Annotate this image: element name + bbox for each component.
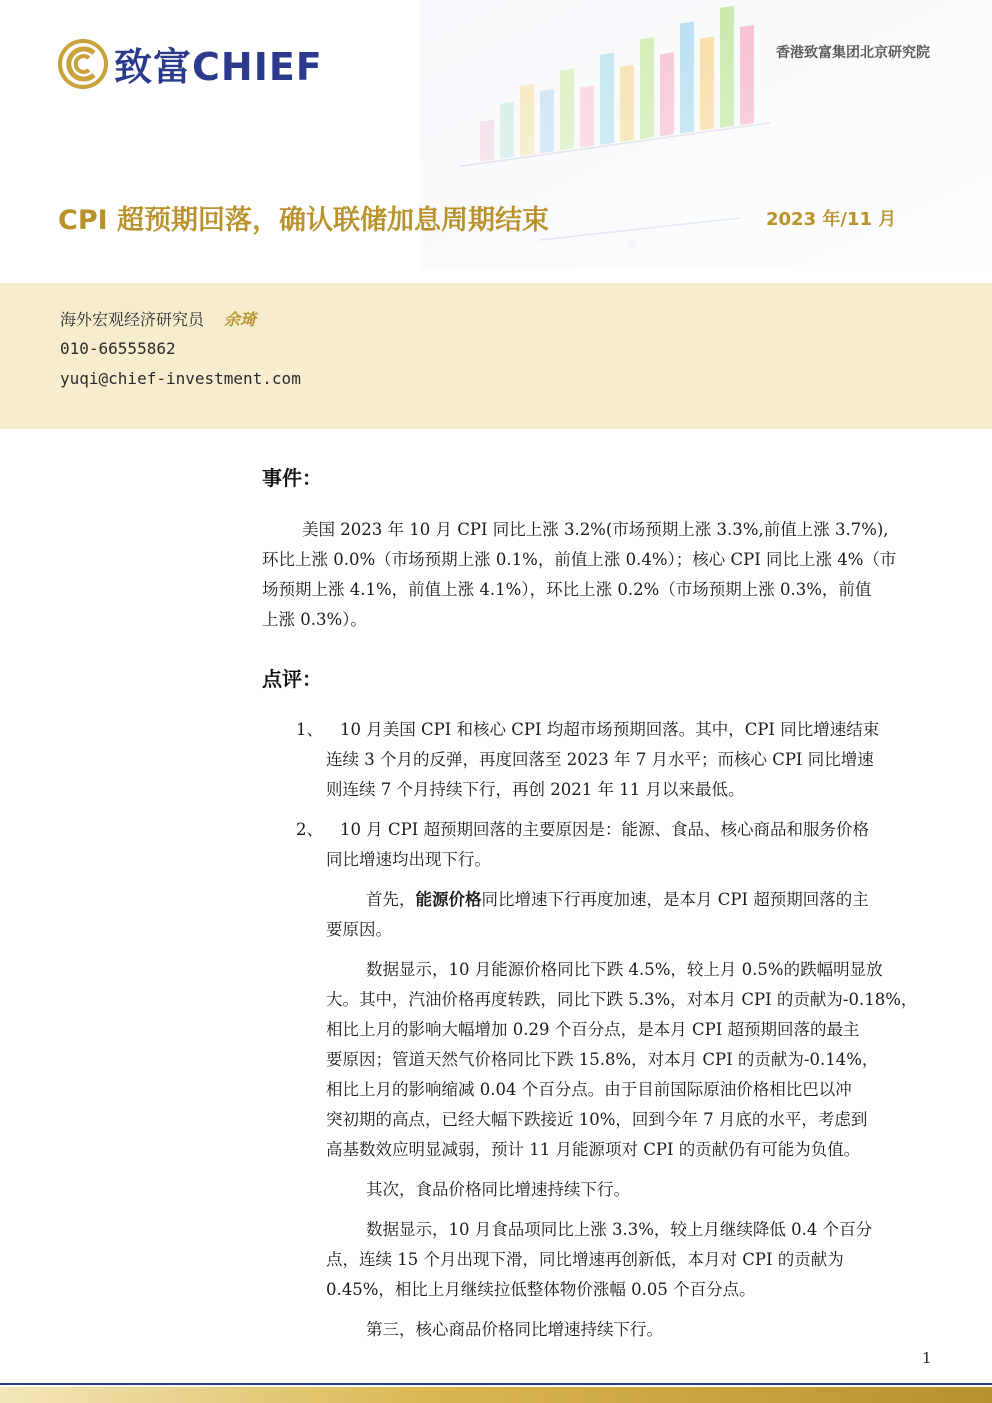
energy-data-line: 相比上月的影响大幅增加 0.29 个百分点，是本月 CPI 超预期回落的最主 — [326, 1020, 860, 1039]
event-line: 美国 2023 年 10 月 CPI 同比上涨 3.2%(市场预期上涨 3.3%,前值上涨 3.7%), — [302, 520, 889, 539]
page-number: 1 — [922, 1349, 932, 1367]
item1-line: 连续 3 个月的反弹，再度回落至 2023 年 7 月水平；而核心 CPI 同比增速 — [326, 750, 874, 769]
logo-text: 致富CHIEF — [114, 45, 323, 89]
event-line: 上涨 0.3%）。 — [262, 610, 367, 629]
energy-intro: 首先， — [366, 890, 416, 909]
report-title: CPI 超预期回落，确认联储加息周期结束 — [58, 205, 550, 236]
footer-gradient-bar — [0, 1387, 992, 1403]
item1-line: 10 月美国 CPI 和核心 CPI 均超市场预期回落。其中，CPI 同比增速结束 — [340, 720, 880, 739]
food-data-line: 0.45%，相比上月继续拉低整体物价涨幅 0.05 个百分点。 — [326, 1280, 756, 1299]
energy-data-line: 突初期的高点，已经大幅下跌接近 10%，回到今年 7 月底的水平，考虑到 — [326, 1110, 868, 1129]
item-number: 2、 — [296, 820, 323, 839]
item-number: 1、 — [296, 720, 323, 739]
author-email[interactable]: yuqi@chief-investment.com — [60, 369, 301, 388]
energy-data-line: 高基数效应明显减弱，预计 11 月能源项对 CPI 的贡献仍有可能为负值。 — [326, 1140, 861, 1159]
energy-rest: 同比增速下行再度加速，是本月 CPI 超预期回落的主 — [481, 890, 869, 909]
item2-line: 同比增速均出现下行。 — [326, 850, 491, 869]
logo-mark-icon — [58, 39, 108, 89]
comment-heading: 点评： — [262, 667, 322, 691]
author-phone: 010-66555862 — [60, 339, 176, 358]
food-data-line: 数据显示，10 月食品项同比上涨 3.3%，较上月继续降低 0.4 个百分 — [366, 1220, 873, 1239]
energy-data-line: 数据显示，10 月能源价格同比下跌 4.5%，较上月 0.5%的跌幅明显放 — [366, 960, 883, 979]
energy-data-line: 要原因；管道天然气价格同比下跌 15.8%，对本月 CPI 的贡献为-0.14%， — [326, 1050, 879, 1069]
event-heading: 事件： — [262, 466, 322, 490]
author-role: 海外宏观经济研究员 — [60, 310, 205, 329]
institute-name: 香港致富集团北京研究院 — [776, 45, 930, 61]
author-name: 余琦 — [224, 310, 257, 329]
event-line: 场预期上涨 4.1%，前值上涨 4.1%），环比上涨 0.2%（市场预期上涨 0.3%，前值 — [262, 580, 872, 599]
footer-divider — [0, 1383, 992, 1385]
company-logo — [58, 36, 323, 91]
report-date: 2023 年/11 月 — [766, 209, 897, 230]
item2-line: 10 月 CPI 超预期回落的主要原因是：能源、食品、核心商品和服务价格 — [340, 820, 869, 839]
event-line: 环比上涨 0.0%（市场预期上涨 0.1%，前值上涨 0.4%）；核心 CPI 同比上涨 4%（市 — [262, 550, 897, 569]
food-paragraph-line: 其次，食品价格同比增速持续下行。 — [366, 1180, 630, 1199]
author-role-line — [60, 307, 256, 330]
energy-price-emphasis: 能源价格 — [415, 890, 482, 909]
item1-line: 则连续 7 个月持续下行，再创 2021 年 11 月以来最低。 — [326, 780, 745, 799]
energy-data-line: 大。其中，汽油价格再度转跌，同比下跌 5.3%，对本月 CPI 的贡献为-0.18%， — [326, 990, 918, 1009]
author-info-band — [0, 283, 992, 429]
core-goods-paragraph-line: 第三，核心商品价格同比增速持续下行。 — [366, 1320, 663, 1339]
energy-data-line: 相比上月的影响缩减 0.04 个百分点。由于目前国际原油价格相比巴以冲 — [326, 1080, 852, 1099]
food-data-line: 点，连续 15 个月出现下滑，同比增速再创新低，本月对 CPI 的贡献为 — [326, 1250, 844, 1269]
energy-paragraph-line — [366, 885, 869, 915]
energy-paragraph-line: 要原因。 — [326, 920, 392, 939]
